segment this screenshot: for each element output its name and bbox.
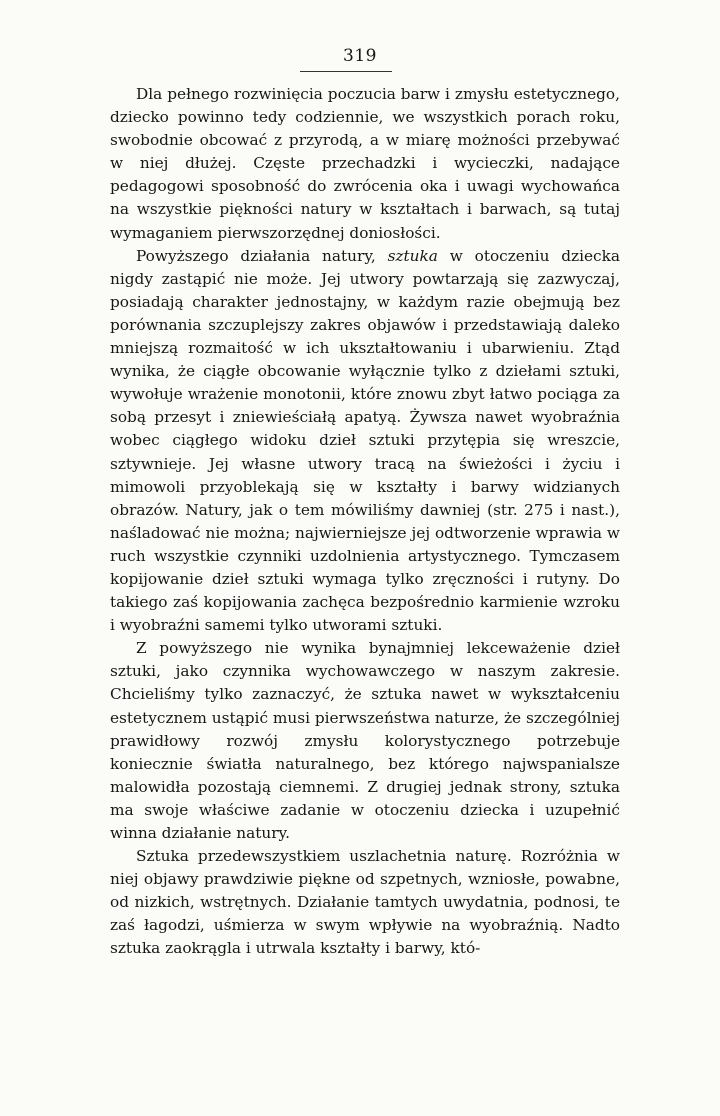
paragraph-3 [110, 637, 620, 845]
emphasized-word: sztuka [387, 246, 438, 265]
body-text [110, 83, 620, 961]
paragraph-text: Dla pełnego rozwinięcia poczucia barw i zmysłu estetycznego, dziecko powinno tedy codziennie, we wszystkich porach roku, swobodnie obcować z przyrodą, a w miarę możności przebywać w niej dłużej. Częste przechadzki i wycieczki, nadające pedagogowi sposobność do zwrócenia oka i uwagi wychowańca na wszystkie piękności natury w kształtach i barwach, są tutaj wymaganiem pierwszorzędnej doniosłości. [110, 85, 620, 242]
page-number-rule [300, 71, 392, 72]
paragraph-4 [110, 845, 620, 960]
paragraph-text: Powyższego działania natury, [136, 246, 388, 265]
paragraph-2 [110, 245, 620, 638]
paragraph-text: Z powyższego nie wynika bynajmniej lekceważenie dzieł sztuki, jako czynnika wychowawczego w naszym zakresie. Chcieliśmy tylko zaznaczyć, że sztuka nawet w wykształceniu estetycznem ustąpić musi pierwszeństwa naturze, że szczególniej prawidłowy rozwój zmysłu kolorystycznego potrzebuje koniecznie światła naturalnego, bez którego najwspanialsze malowidła pozostają ciemnemi. Z drugiej jednak strony, sztuka ma swoje właściwe zadanie w otoczeniu dziecka i uzupełnić winna działanie natury. [110, 639, 620, 842]
paragraph-text: w otoczeniu dziecka nigdy zastąpić nie może. Jej utwory powtarzają się zazwyczaj, posiadają charakter jednostajny, w każdym razie obejmują bez porównania szczuplejszy zakres objawów i przedstawiają daleko mniejszą rozmaitość w ich ukształtowaniu i ubarwieniu. Ztąd wynika, że ciągłe obcowanie wyłącznie tylko z dziełami sztuki, wywołuje wrażenie monotonii, które znowu zbyt łatwo pociąga za sobą przesyt i zniewieściałą apatyą. Żywsza nawet wyobraźnia wobec ciągłego widoku dzieł sztuki przytępia się wreszcie, sztywnieje. Jej własne utwory tracą na świeżości i życiu i mimowoli przyoblekają się w kształty i barwy widzianych obrazów. Natury, jak o tem mówiliśmy dawniej (str. 275 i nast.), naśladować nie można; najwierniejsze jej odtworzenie wprawia w ruch wszystkie czynniki uzdolnienia artystycznego. Tymczasem kopijowanie dzieł sztuki wymaga tylko zręczności i rutyny. Do takiego zaś kopijowania zachęca bezpośrednio karmienie wzroku i wyobraźni samemi tylko utworami sztuki. [110, 246, 621, 635]
paragraph-1 [110, 83, 620, 245]
paragraph-text: Sztuka przedewszystkiem uszlachetnia naturę. Rozróżnia w niej objawy prawdziwie piękne od szpetnych, wzniosłe, powabne, od nizkich, wstrętnych. Działanie tamtych uwydatnia, podnosi, te zaś łagodzi, uśmierza w swym wpływie na wyobraźnią. Nadto sztuka zaokrągla i utrwala kształty i barwy, któ- [110, 847, 620, 958]
page-number: 319 [343, 46, 377, 66]
